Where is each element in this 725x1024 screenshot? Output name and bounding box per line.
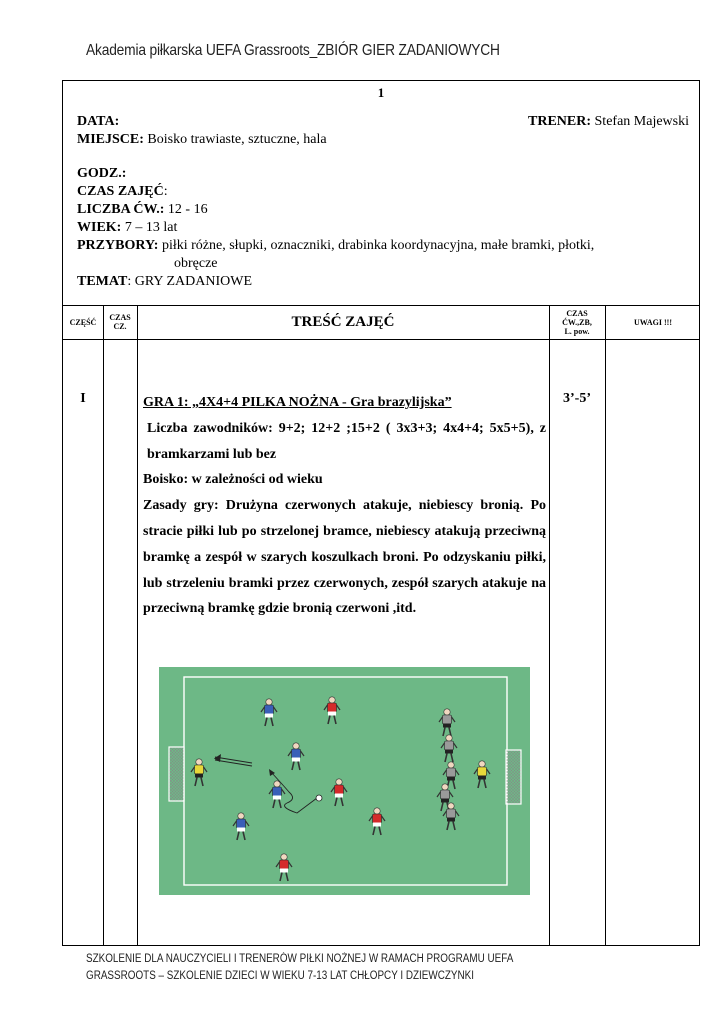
wiek-row — [77, 219, 689, 237]
page-header: Akademia piłkarska UEFA Grassroots_ZBIÓR GIER ZADANIOWYCH — [86, 42, 500, 59]
czas-label: CZAS ZAJĘĆ — [77, 184, 164, 199]
ball — [316, 795, 322, 801]
czas-row — [77, 183, 689, 201]
pitch-diagram — [159, 667, 530, 895]
page-footer: SZKOLENIE DLA NAUCZYCIELI I TRENERÓW PIŁKI NOŻNEJ W RAMACH PROGRAMU UEFA GRASSROOTS – SZKOLENIE DZIECI W WIEKU 7-13 LAT CHŁOPCY I DZIEWCZYNKI — [86, 953, 513, 982]
liczba-label: LICZBA ĆW.: — [77, 202, 165, 217]
col-header-czas-cz — [103, 305, 137, 339]
column-divider — [137, 305, 138, 945]
przybory-row-cont: obręcze — [174, 256, 218, 271]
col-header-czas-cw-line3: L. pow. — [564, 326, 590, 336]
miejsce-label: MIEJSCE: — [77, 132, 144, 147]
column-divider — [103, 305, 104, 945]
data-row — [77, 113, 689, 131]
lesson-info — [77, 113, 689, 291]
wiek-label: WIEK: — [77, 220, 122, 235]
wiek-value: 7 – 13 lat — [121, 220, 178, 235]
page-number: 1 — [377, 85, 385, 100]
temat-row — [77, 273, 689, 291]
row-czas: 3’-5’ — [563, 391, 591, 406]
col-header-czas-cw — [549, 305, 605, 339]
pitch-grass — [159, 667, 530, 895]
miejsce-row — [77, 131, 689, 149]
godz-label: GODZ.: — [77, 166, 127, 181]
godz-row — [77, 165, 689, 183]
trener-value: Stefan Majewski — [591, 114, 689, 129]
game-description — [143, 390, 546, 622]
lesson-table — [62, 80, 700, 946]
liczba-value: 12 - 16 — [164, 202, 208, 217]
czas-value: : — [163, 184, 168, 199]
col-header-czas-cz-line2: CZ. — [113, 322, 127, 331]
miejsce-value: Boisko trawiaste, sztuczne, hala — [143, 132, 327, 147]
przybory-label: PRZYBORY: — [77, 238, 159, 253]
temat-label: TEMAT — [77, 274, 128, 289]
przybory-row — [77, 237, 689, 255]
game-players: Liczba zawodników: 9+2; 12+2 ;15+2 ( 3x3+3; 4x4+4; 5x5+5), z bramkarzami lub bez — [147, 420, 546, 462]
col-header-czesc: CZĘŚĆ — [69, 317, 97, 327]
game-title: GRA 1: „4X4+4 PILKA NOŻNA - Gra brazylijska” — [143, 395, 452, 410]
trener-label: TRENER: — [528, 114, 592, 129]
game-rules: Zasady gry: Drużyna czerwonych atakuje, niebiescy bronią. Po stracie piłki lub po strzelonej bramce, niebiescy atakują przeciwną bramkę a zespół w szarych koszulkach broni. Po odzyskaniu piłki, lub strzeleniu bramki przez czerwonych, zespół szarych atakuje na przeciwną bramkę gdzie bronią czerwoni ,itd. — [143, 498, 546, 617]
trener-field — [528, 113, 689, 131]
liczba-row — [77, 201, 689, 219]
row-czesc: I — [80, 391, 86, 406]
table-divider — [63, 339, 699, 340]
col-header-tresc: TREŚĆ ZAJĘĆ — [291, 313, 395, 330]
przybory-value: piłki różne, słupki, oznaczniki, drabinka koordynacyjna, małe bramki, płotki, — [158, 238, 595, 253]
column-divider — [605, 305, 606, 945]
left-goal — [169, 747, 184, 801]
game-pitch: Boisko: w zależności od wieku — [143, 472, 323, 488]
col-header-czas-cw-line2: ĆW.,ZB, — [562, 317, 592, 327]
right-goal — [506, 750, 521, 804]
pitch-svg — [159, 667, 530, 895]
temat-value: : GRY ZADANIOWE — [127, 274, 252, 289]
col-header-czas-cz-line1: CZAS — [109, 313, 131, 322]
col-header-uwagi: UWAGI !!! — [634, 317, 672, 327]
col-header-czas-cw-line1: CZAS — [566, 308, 588, 318]
data-label: DATA: — [77, 114, 120, 129]
